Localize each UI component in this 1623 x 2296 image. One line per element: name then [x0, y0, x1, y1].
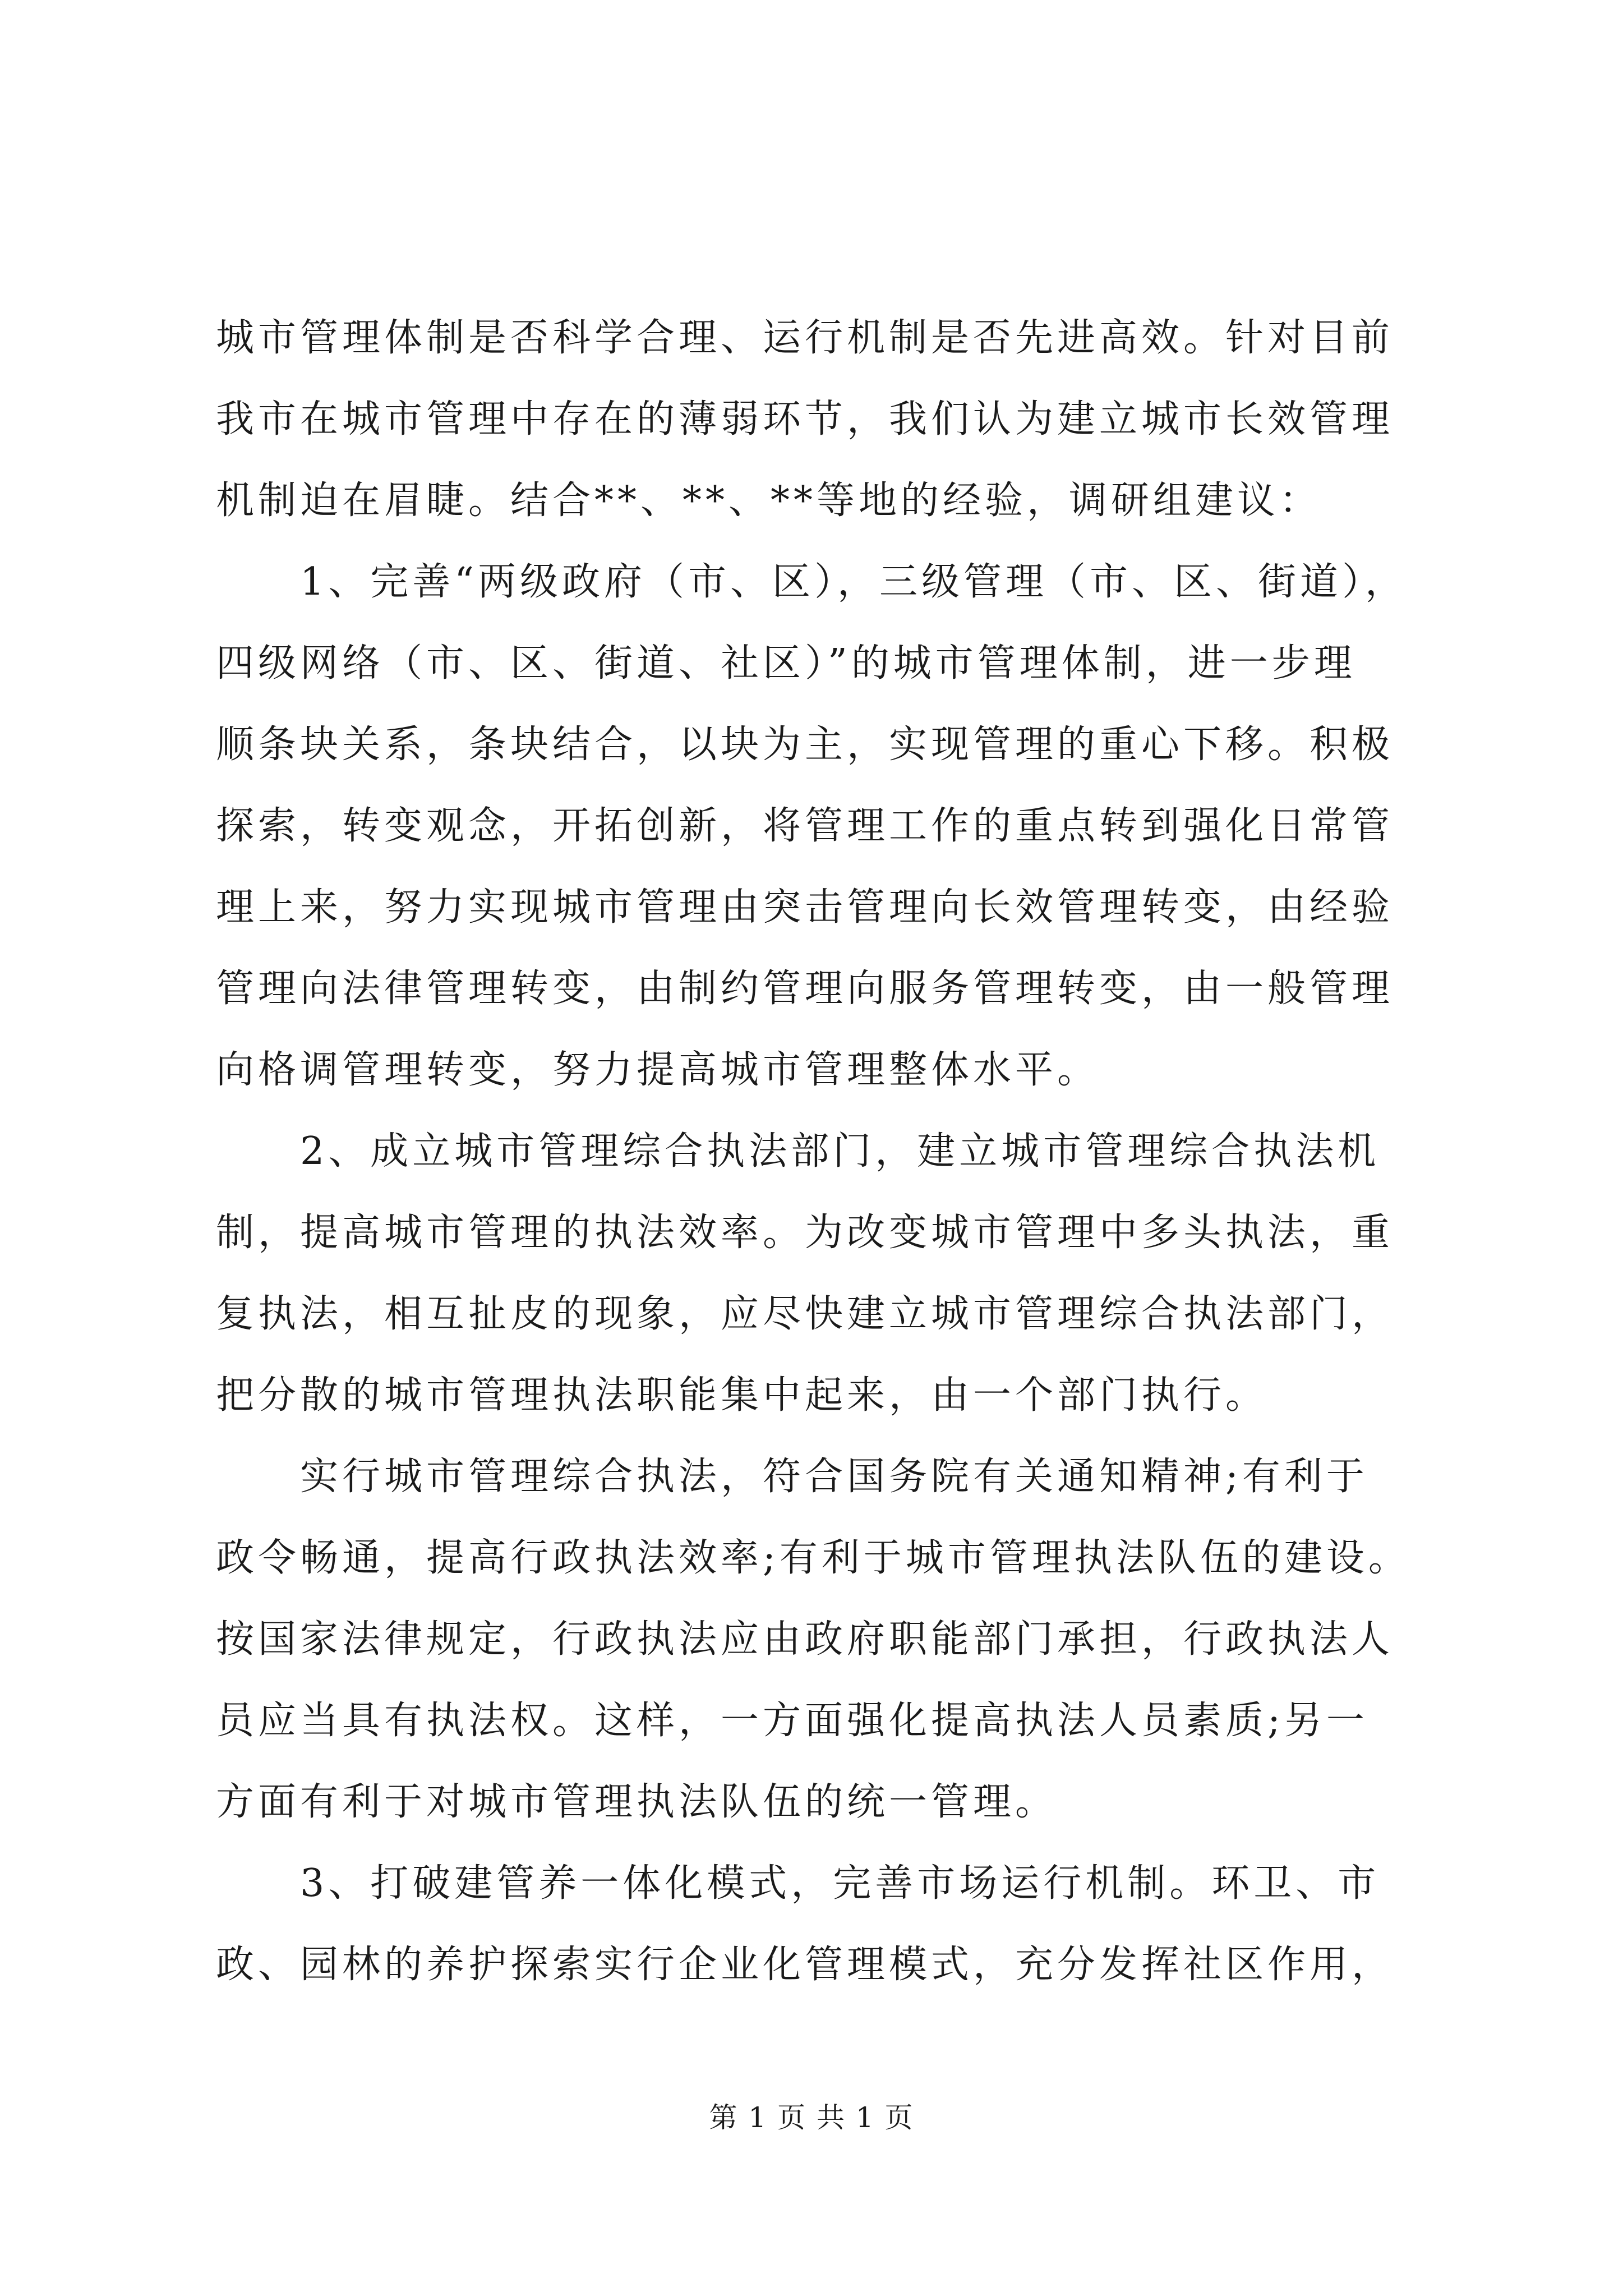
text-line: 制，提高城市管理的执法效率。为改变城市管理中多头执法，重: [216, 1211, 1394, 1255]
page-number-footer: 第 1 页 共 1 页: [709, 2101, 914, 2134]
body-text: [216, 297, 1416, 2005]
text-line: 管理向法律管理转变，由制约管理向服务管理转变，由一般管理: [216, 967, 1394, 1011]
paragraph-1-first-line: 1、完善“两级政府（市、区），三级管理（市、区、街道），: [216, 560, 1408, 604]
text-line: 把分散的城市管理执法职能集中起来，由一个部门执行。: [216, 1373, 1268, 1418]
text-line: 员应当具有执法权。这样，一方面强化提高执法人员素质;另一: [216, 1699, 1368, 1743]
text-line: 机制迫在眉睫。结合**、**、**等地的经验，调研组建议：: [216, 478, 1322, 523]
text-line: 政令畅通，提高行政执法效率;有利于城市管理执法队伍的建设。: [216, 1536, 1410, 1580]
text-line: 我市在城市管理中存在的薄弱环节，我们认为建立城市长效管理: [216, 397, 1394, 441]
text-line: 向格调管理转变，努力提高城市管理整体水平。: [216, 1048, 1100, 1092]
text-line: 复执法，相互扯皮的现象，应尽快建立城市管理综合执法部门，: [216, 1292, 1394, 1336]
text-line: 按国家法律规定，行政执法应由政府职能部门承担，行政执法人: [216, 1617, 1394, 1662]
paragraph-2-first-line: 2、成立城市管理综合执法部门，建立城市管理综合执法机: [216, 1129, 1380, 1174]
paragraph-3-first-line: 实行城市管理综合执法，符合国务院有关通知精神;有利于: [216, 1455, 1368, 1499]
text-line: 理上来，努力实现城市管理由突击管理向长效管理转变，由经验: [216, 885, 1394, 930]
text-line: 城市管理体制是否科学合理、运行机制是否先进高效。针对目前: [216, 316, 1394, 360]
text-line: 政、园林的养护探索实行企业化管理模式，充分发挥社区作用，: [216, 1943, 1394, 1987]
text-line: 四级网络（市、区、街道、社区）”的城市管理体制，进一步理: [216, 641, 1356, 685]
paragraph-4-first-line: 3、打破建管养一体化模式，完善市场运行机制。环卫、市: [216, 1861, 1380, 1906]
text-line: 顺条块关系，条块结合，以块为主，实现管理的重心下移。积极: [216, 723, 1394, 767]
text-line: 探索，转变观念，开拓创新，将管理工作的重点转到强化日常管: [216, 804, 1394, 848]
text-line: 方面有利于对城市管理执法队伍的统一管理。: [216, 1780, 1058, 1824]
